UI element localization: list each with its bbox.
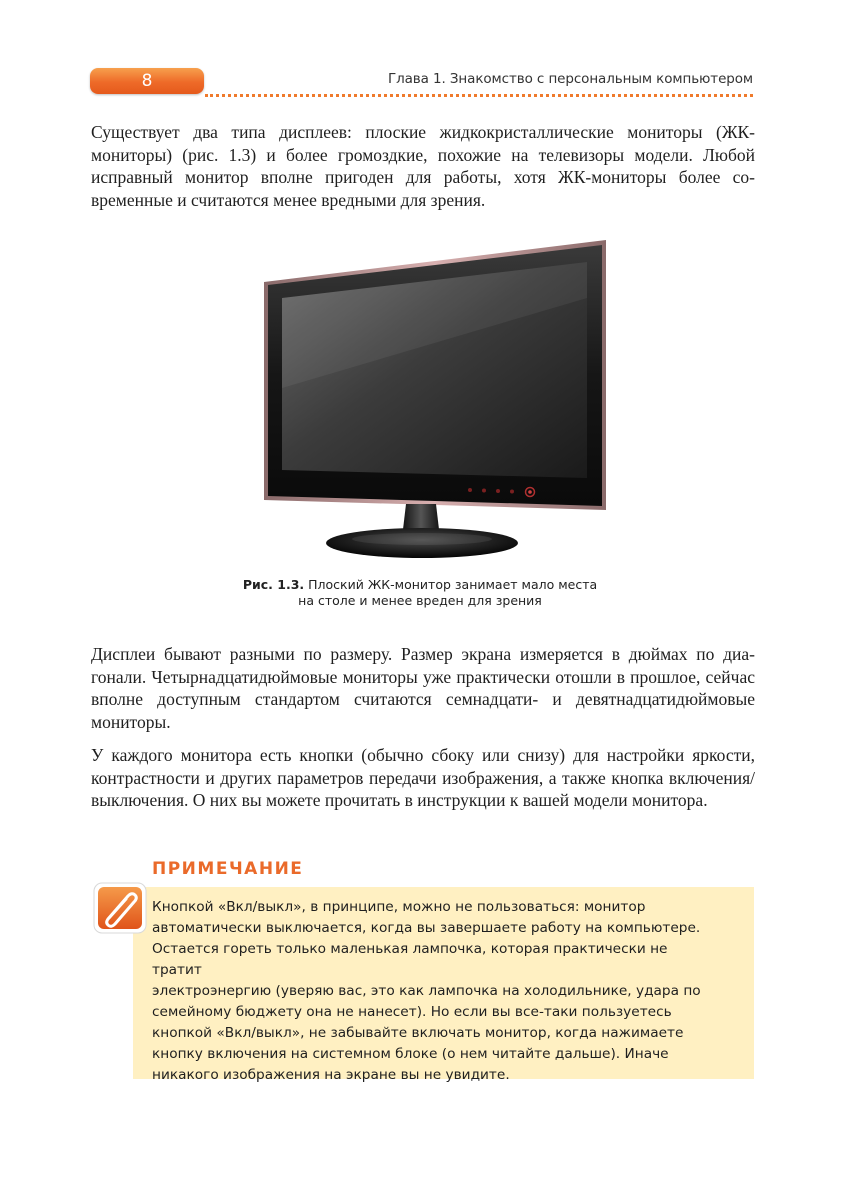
note-icon-badge xyxy=(90,879,150,937)
note-line: Остается гореть только маленькая лампочка, которая практически не тратит xyxy=(152,941,668,978)
note-line: семейному бюджету она не нанесет). Но если вы все-таки пользуетесь xyxy=(152,1004,672,1020)
note-line: кнопку включения на системном блоке (о нем читайте дальше). Иначе xyxy=(152,1046,669,1062)
note-title: ПРИМЕЧАНИЕ xyxy=(152,859,304,879)
header-divider xyxy=(205,94,753,97)
lcd-monitor-icon xyxy=(258,238,610,558)
note-line: электроэнергию (уверяю вас, это как лампочка на холодильнике, удара по xyxy=(152,983,701,999)
figure-label: Рис. 1.3. xyxy=(242,577,305,592)
monitor-figure xyxy=(258,238,610,558)
chapter-title: Глава 1. Знакомство с персональным компьютером xyxy=(387,71,753,87)
caption-line-1 xyxy=(200,577,640,593)
note-line: автоматически выключается, когда вы завершаете работу на компьютере. xyxy=(152,920,701,936)
figure-caption xyxy=(200,577,640,609)
note-line: кнопкой «Вкл/выкл», не забывайте включать монитор, когда нажимаете xyxy=(152,1025,684,1041)
paragraph-displays-types: Существует два типа дисплеев: плоские жидкокристаллические мониторы (ЖК-мониторы) (рис. 1.3) и более громоздкие, похожие на телевизоры модели. Любой исправный монитор вполне пригоден для работы, хотя ЖК-мониторы более современные и считаются менее вредными для зрения. xyxy=(91,122,755,211)
pencil-icon xyxy=(90,879,150,937)
paragraph-monitor-buttons: У каждого монитора есть кнопки (обычно сбоку или снизу) для настройки яркости, контрастности и других параметров передачи изображения, а также кнопка включения/выключения. О них вы можете прочитать в инструкции к вашей модели монитора. xyxy=(91,745,755,811)
note-line: Кнопкой «Вкл/выкл», в принципе, можно не пользоваться: монитор xyxy=(152,899,646,915)
caption-line-2: на столе и менее вреден для зрения xyxy=(298,593,542,608)
paragraph-display-sizes: Дисплеи бывают разными по размеру. Размер экрана измеряется в дюймах по диагонали. Четырнадцатидюймовые мониторы уже практически отошли в прошлое, сейчас вполне доступным стандартом считаются семнадцати- и девятнадцатидюймовые мониторы. xyxy=(91,644,755,733)
caption-text-1: Плоский ЖК-монитор занимает мало места xyxy=(308,577,598,592)
note-line: никакого изображения на экране вы не увидите. xyxy=(152,1067,510,1083)
page-number: 8 xyxy=(90,68,204,94)
note-text xyxy=(152,897,712,1086)
